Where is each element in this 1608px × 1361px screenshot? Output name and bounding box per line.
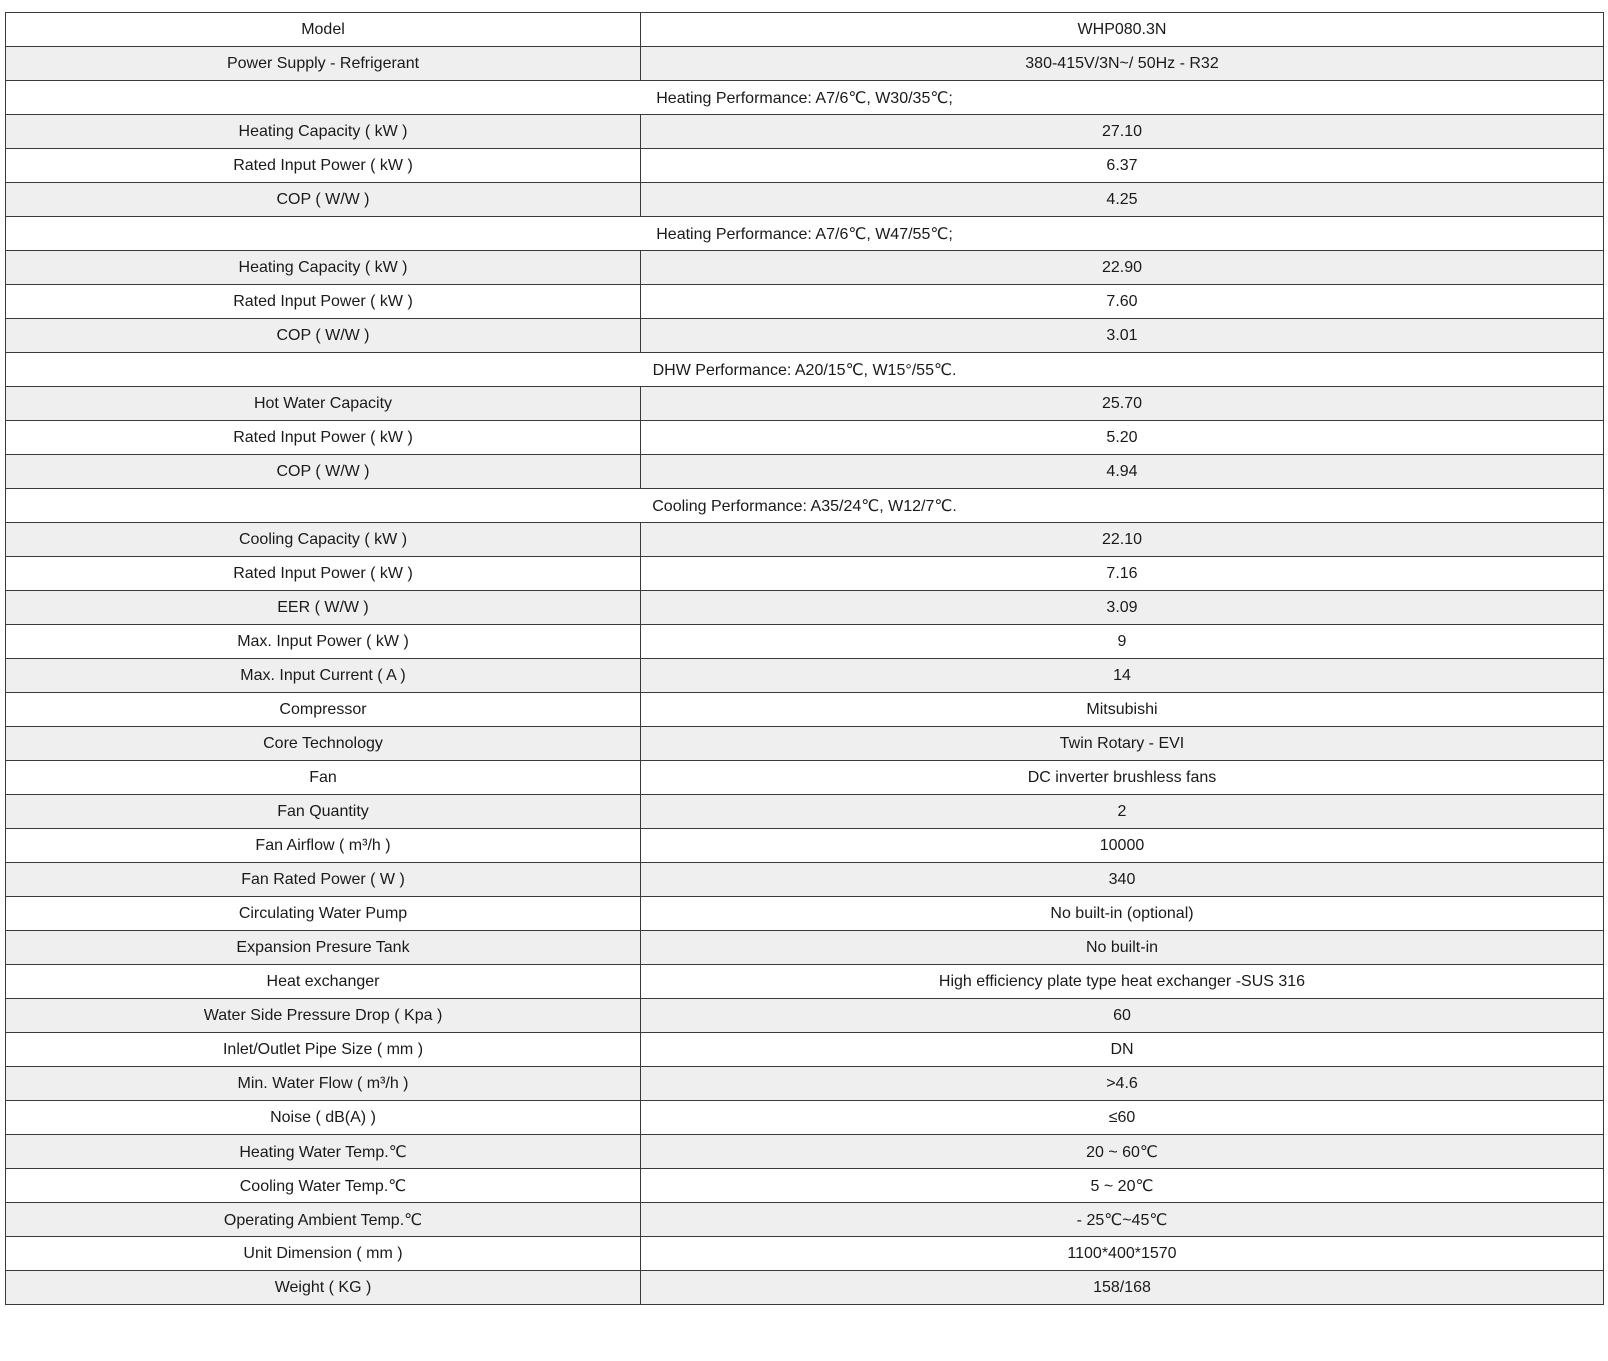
spec-label-cell: Rated Input Power ( kW ) bbox=[6, 149, 641, 183]
table-row bbox=[6, 1067, 1604, 1101]
section-header-cell: Cooling Performance: A35/24℃, W12/7℃. bbox=[6, 489, 1604, 523]
spec-label-cell: Unit Dimension ( mm ) bbox=[6, 1237, 641, 1271]
spec-label-cell: Rated Input Power ( kW ) bbox=[6, 557, 641, 591]
spec-value-cell: 14 bbox=[641, 659, 1604, 693]
section-header-cell: Heating Performance: A7/6℃, W47/55℃; bbox=[6, 217, 1604, 251]
table-row bbox=[6, 319, 1604, 353]
table-row bbox=[6, 965, 1604, 999]
table-row bbox=[6, 1203, 1604, 1237]
spec-label-cell: Fan Rated Power ( W ) bbox=[6, 863, 641, 897]
spec-value-cell: 2 bbox=[641, 795, 1604, 829]
spec-value-cell: 158/168 bbox=[641, 1271, 1604, 1305]
table-row bbox=[6, 115, 1604, 149]
spec-table bbox=[5, 12, 1604, 1305]
spec-label-cell: Heating Capacity ( kW ) bbox=[6, 251, 641, 285]
spec-value-cell: 60 bbox=[641, 999, 1604, 1033]
table-row bbox=[6, 829, 1604, 863]
section-header-row bbox=[6, 489, 1604, 523]
spec-value-cell: 9 bbox=[641, 625, 1604, 659]
table-row bbox=[6, 285, 1604, 319]
spec-label-cell: EER ( W/W ) bbox=[6, 591, 641, 625]
spec-value-cell: 4.25 bbox=[641, 183, 1604, 217]
table-row bbox=[6, 897, 1604, 931]
spec-label-cell: Heating Water Temp.℃ bbox=[6, 1135, 641, 1169]
section-header-row bbox=[6, 217, 1604, 251]
spec-value-cell: DC inverter brushless fans bbox=[641, 761, 1604, 795]
spec-value-cell: WHP080.3N bbox=[641, 13, 1604, 47]
spec-value-cell: 3.09 bbox=[641, 591, 1604, 625]
spec-label-cell: Circulating Water Pump bbox=[6, 897, 641, 931]
spec-label-cell: Hot Water Capacity bbox=[6, 387, 641, 421]
spec-label-cell: Inlet/Outlet Pipe Size ( mm ) bbox=[6, 1033, 641, 1067]
section-header-row bbox=[6, 353, 1604, 387]
spec-value-cell: No built-in bbox=[641, 931, 1604, 965]
spec-value-cell: 6.37 bbox=[641, 149, 1604, 183]
spec-label-cell: Power Supply - Refrigerant bbox=[6, 47, 641, 81]
table-row bbox=[6, 931, 1604, 965]
spec-value-cell: 4.94 bbox=[641, 455, 1604, 489]
table-row bbox=[6, 1169, 1604, 1203]
spec-label-cell: Expansion Presure Tank bbox=[6, 931, 641, 965]
spec-value-cell: 27.10 bbox=[641, 115, 1604, 149]
table-row bbox=[6, 47, 1604, 81]
table-row bbox=[6, 659, 1604, 693]
spec-label-cell: Compressor bbox=[6, 693, 641, 727]
spec-label-cell: Noise ( dB(A) ) bbox=[6, 1101, 641, 1135]
spec-label-cell: Rated Input Power ( kW ) bbox=[6, 285, 641, 319]
spec-value-cell: 22.90 bbox=[641, 251, 1604, 285]
spec-value-cell: High efficiency plate type heat exchanger -SUS 316 bbox=[641, 965, 1604, 999]
spec-value-cell: - 25℃~45℃ bbox=[641, 1203, 1604, 1237]
table-row bbox=[6, 999, 1604, 1033]
spec-value-cell: 22.10 bbox=[641, 523, 1604, 557]
spec-label-cell: Fan Quantity bbox=[6, 795, 641, 829]
table-row bbox=[6, 421, 1604, 455]
spec-value-cell: 5.20 bbox=[641, 421, 1604, 455]
table-row bbox=[6, 863, 1604, 897]
spec-label-cell: Rated Input Power ( kW ) bbox=[6, 421, 641, 455]
spec-label-cell: Operating Ambient Temp.℃ bbox=[6, 1203, 641, 1237]
spec-label-cell: Water Side Pressure Drop ( Kpa ) bbox=[6, 999, 641, 1033]
spec-label-cell: Max. Input Current ( A ) bbox=[6, 659, 641, 693]
spec-value-cell: 1100*400*1570 bbox=[641, 1237, 1604, 1271]
spec-label-cell: Min. Water Flow ( m³/h ) bbox=[6, 1067, 641, 1101]
table-row bbox=[6, 591, 1604, 625]
spec-label-cell: COP ( W/W ) bbox=[6, 319, 641, 353]
table-row bbox=[6, 13, 1604, 47]
spec-label-cell: Weight ( KG ) bbox=[6, 1271, 641, 1305]
spec-value-cell: 20 ~ 60℃ bbox=[641, 1135, 1604, 1169]
table-row bbox=[6, 251, 1604, 285]
table-row bbox=[6, 455, 1604, 489]
table-row bbox=[6, 1271, 1604, 1305]
spec-value-cell: 7.60 bbox=[641, 285, 1604, 319]
spec-value-cell: 7.16 bbox=[641, 557, 1604, 591]
table-row bbox=[6, 795, 1604, 829]
spec-label-cell: Fan Airflow ( m³/h ) bbox=[6, 829, 641, 863]
table-row bbox=[6, 1101, 1604, 1135]
spec-label-cell: Fan bbox=[6, 761, 641, 795]
table-row bbox=[6, 625, 1604, 659]
table-row bbox=[6, 183, 1604, 217]
spec-value-cell: 25.70 bbox=[641, 387, 1604, 421]
table-row bbox=[6, 761, 1604, 795]
spec-value-cell: 5 ~ 20℃ bbox=[641, 1169, 1604, 1203]
table-row bbox=[6, 387, 1604, 421]
spec-value-cell: Twin Rotary - EVI bbox=[641, 727, 1604, 761]
spec-value-cell: 10000 bbox=[641, 829, 1604, 863]
spec-value-cell: 340 bbox=[641, 863, 1604, 897]
spec-label-cell: Max. Input Power ( kW ) bbox=[6, 625, 641, 659]
spec-label-cell: COP ( W/W ) bbox=[6, 183, 641, 217]
spec-value-cell: 380-415V/3N~/ 50Hz - R32 bbox=[641, 47, 1604, 81]
spec-value-cell: 3.01 bbox=[641, 319, 1604, 353]
table-row bbox=[6, 1135, 1604, 1169]
spec-table-body bbox=[6, 13, 1604, 1305]
spec-label-cell: Model bbox=[6, 13, 641, 47]
spec-value-cell: DN bbox=[641, 1033, 1604, 1067]
table-row bbox=[6, 727, 1604, 761]
spec-label-cell: COP ( W/W ) bbox=[6, 455, 641, 489]
spec-value-cell: ≤60 bbox=[641, 1101, 1604, 1135]
spec-value-cell: No built-in (optional) bbox=[641, 897, 1604, 931]
spec-label-cell: Heating Capacity ( kW ) bbox=[6, 115, 641, 149]
table-row bbox=[6, 149, 1604, 183]
table-row bbox=[6, 1033, 1604, 1067]
table-row bbox=[6, 693, 1604, 727]
spec-value-cell: Mitsubishi bbox=[641, 693, 1604, 727]
spec-label-cell: Heat exchanger bbox=[6, 965, 641, 999]
section-header-row bbox=[6, 81, 1604, 115]
spec-value-cell: >4.6 bbox=[641, 1067, 1604, 1101]
table-row bbox=[6, 557, 1604, 591]
table-row bbox=[6, 1237, 1604, 1271]
section-header-cell: DHW Performance: A20/15℃, W15°/55℃. bbox=[6, 353, 1604, 387]
section-header-cell: Heating Performance: A7/6℃, W30/35℃; bbox=[6, 81, 1604, 115]
spec-label-cell: Cooling Water Temp.℃ bbox=[6, 1169, 641, 1203]
table-row bbox=[6, 523, 1604, 557]
spec-label-cell: Core Technology bbox=[6, 727, 641, 761]
spec-label-cell: Cooling Capacity ( kW ) bbox=[6, 523, 641, 557]
